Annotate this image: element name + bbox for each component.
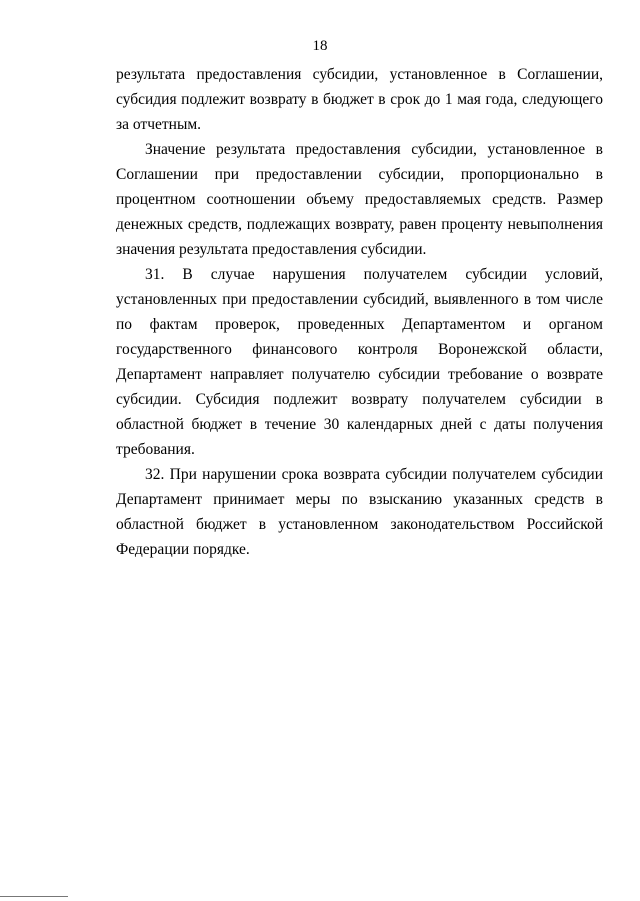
paragraph-clause-31: 31. В случае нарушения получателем субсидии условий, установленных при предоставлении субсидий, выявленного в том числе по фактам проверок, проведенных Департаментом и органом государственного финансового контроля Воронежской области, Департамент направляет получателю субсидии требование о возврате субсидии. Субсидия подлежит возврату получателем субсидии в областной бюджет в течение 30 календарных дней с даты получения требования. — [116, 266, 603, 458]
page-number: 18 — [312, 38, 328, 54]
paragraph-clause-32: 32. При нарушении срока возврата субсидии получателем субсидии Департамент принимает меры по взысканию указанных средств в областной бюджет в установленном законодательством Российской Федерации порядке. — [116, 466, 603, 558]
paragraph-result-refund: результата предоставления субсидии, установленное в Соглашении, субсидия подлежит возврату в бюджет в срок до 1 мая года, следующего за отчетным. — [116, 66, 603, 133]
footer-rule — [0, 896, 68, 897]
paragraph-result-value: Значение результата предоставления субсидии, установленное в Соглашении при предоставлении субсидии, пропорционально в процентном соотношении объему предоставляемых средств. Размер денежных средств, подлежащих возврату, равен проценту невыполнения значения результата предоставления субсидии. — [116, 141, 603, 258]
document-body — [116, 62, 603, 562]
